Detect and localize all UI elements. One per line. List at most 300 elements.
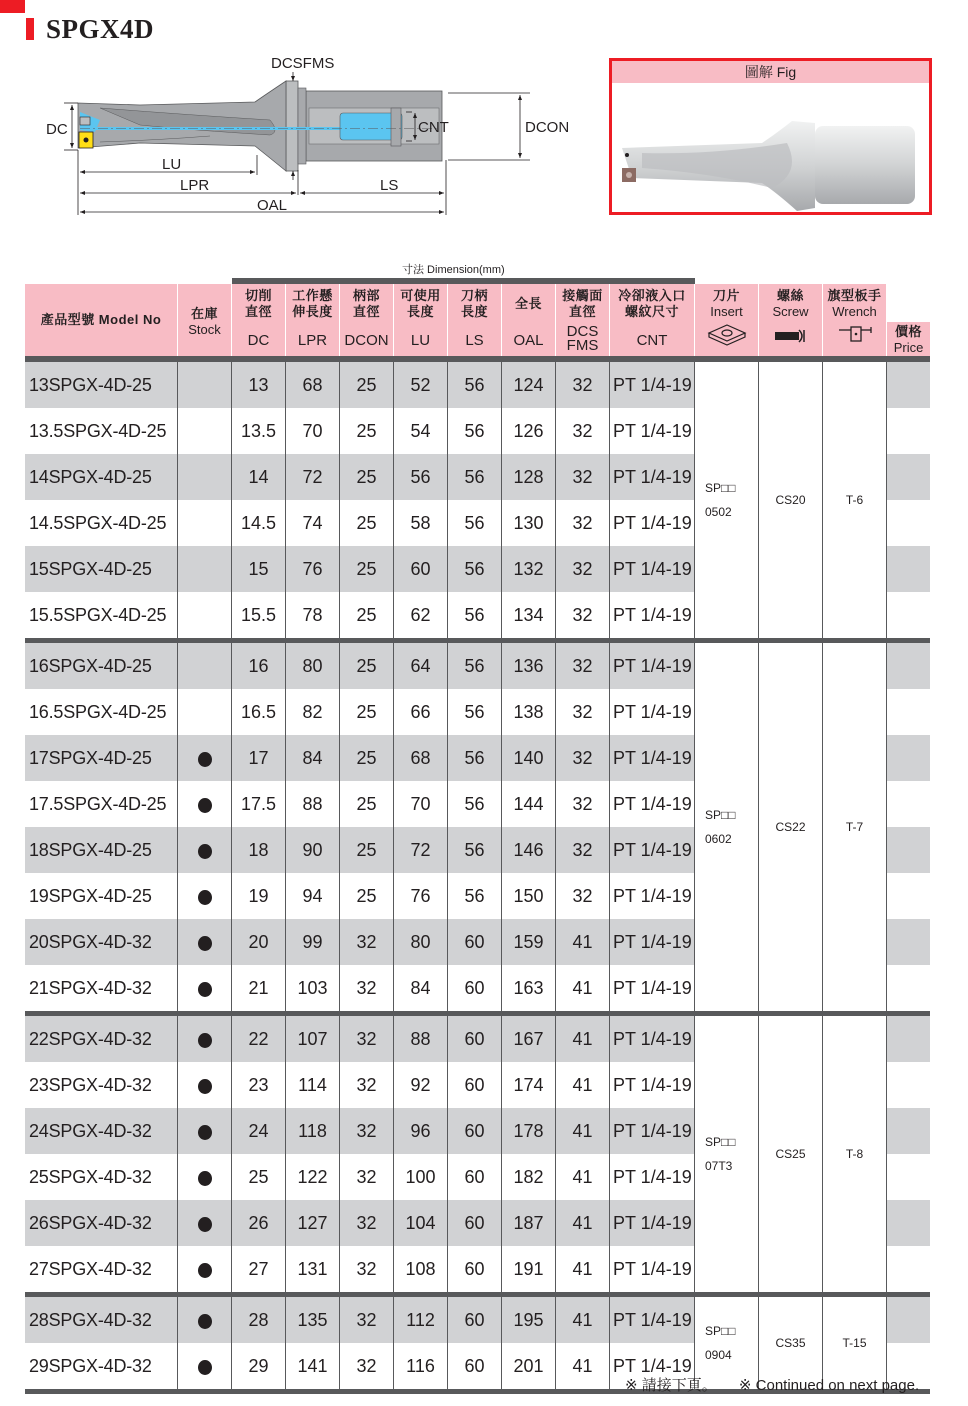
header-stock: 在庫 Stock	[178, 284, 232, 356]
cell-price	[887, 781, 930, 827]
cell-lpr: 131	[286, 1246, 340, 1292]
cell-price	[887, 546, 930, 592]
header-screw: 螺絲 Screw	[759, 284, 823, 356]
cell-price	[887, 362, 930, 408]
cell-lu: 80	[394, 919, 448, 965]
wrench-cell: T-8	[823, 1016, 887, 1292]
cell-dc: 14.5	[232, 500, 286, 546]
header-dcon: 柄部 直徑 DCON	[340, 284, 394, 356]
cell-dc: 16.5	[232, 689, 286, 735]
cell-lpr: 84	[286, 735, 340, 781]
wrench-cell: T-15	[823, 1297, 887, 1389]
header-oal: 全長 OAL	[502, 284, 556, 356]
cell-dc: 13.5	[232, 408, 286, 454]
cell-lpr: 88	[286, 781, 340, 827]
cell-stock	[178, 1108, 232, 1154]
in-stock-icon	[198, 798, 212, 813]
cell-ls: 56	[448, 500, 502, 546]
screw-cell: CS20	[759, 362, 823, 638]
cell-ls: 56	[448, 592, 502, 638]
cell-lu: 68	[394, 735, 448, 781]
cell-lpr: 103	[286, 965, 340, 1011]
cell-model: 13SPGX-4D-25	[25, 362, 178, 408]
cell-lu: 104	[394, 1200, 448, 1246]
header-ls: 刀柄 長度 LS	[448, 284, 502, 356]
label-oal: OAL	[257, 197, 288, 214]
cell-dcsfms: 41	[556, 1200, 610, 1246]
cell-price	[887, 919, 930, 965]
cell-ls: 60	[448, 1297, 502, 1343]
cell-lu: 116	[394, 1343, 448, 1389]
cell-lpr: 107	[286, 1016, 340, 1062]
cell-dcsfms: 41	[556, 1016, 610, 1062]
cell-cnt: PT 1/4-19	[610, 1062, 695, 1108]
cell-model: 15SPGX-4D-25	[25, 546, 178, 592]
cell-model: 23SPGX-4D-32	[25, 1062, 178, 1108]
cell-stock	[178, 592, 232, 638]
cell-lu: 70	[394, 781, 448, 827]
cell-dcon: 32	[340, 1108, 394, 1154]
wrench-cell: T-7	[823, 643, 887, 1011]
cell-lpr: 99	[286, 919, 340, 965]
in-stock-icon	[198, 1171, 212, 1186]
cell-dcon: 25	[340, 735, 394, 781]
cell-cnt: PT 1/4-19	[610, 1200, 695, 1246]
cell-oal: 140	[502, 735, 556, 781]
cell-lu: 54	[394, 408, 448, 454]
cell-stock	[178, 1246, 232, 1292]
cell-lpr: 68	[286, 362, 340, 408]
label-ls: LS	[380, 177, 399, 194]
cell-lpr: 80	[286, 643, 340, 689]
cell-dcon: 32	[340, 1200, 394, 1246]
insert-code: SP□□	[705, 481, 736, 495]
cell-cnt: PT 1/4-19	[610, 592, 695, 638]
cell-dc: 29	[232, 1343, 286, 1389]
cell-price	[887, 1200, 930, 1246]
cell-lu: 92	[394, 1062, 448, 1108]
cell-price	[887, 1297, 930, 1343]
cell-ls: 56	[448, 643, 502, 689]
cell-model: 16.5SPGX-4D-25	[25, 689, 178, 735]
cell-cnt: PT 1/4-19	[610, 1154, 695, 1200]
cell-stock	[178, 735, 232, 781]
footnote	[625, 1374, 937, 1395]
screw-cell: CS25	[759, 1016, 823, 1292]
cell-stock	[178, 454, 232, 500]
cell-stock	[178, 546, 232, 592]
cell-stock	[178, 362, 232, 408]
cell-price	[887, 1016, 930, 1062]
cell-dc: 22	[232, 1016, 286, 1062]
cell-dcsfms: 32	[556, 546, 610, 592]
cell-oal: 126	[502, 408, 556, 454]
cell-dc: 27	[232, 1246, 286, 1292]
cell-oal: 128	[502, 454, 556, 500]
cell-dc: 24	[232, 1108, 286, 1154]
cell-cnt: PT 1/4-19	[610, 781, 695, 827]
cell-ls: 56	[448, 454, 502, 500]
cell-oal: 124	[502, 362, 556, 408]
cell-dcon: 25	[340, 873, 394, 919]
cell-dcon: 32	[340, 965, 394, 1011]
cell-model: 18SPGX-4D-25	[25, 827, 178, 873]
cell-model: 22SPGX-4D-32	[25, 1016, 178, 1062]
cell-model: 29SPGX-4D-32	[25, 1343, 178, 1389]
cell-model: 14SPGX-4D-25	[25, 454, 178, 500]
cell-dcon: 32	[340, 1246, 394, 1292]
cell-price	[887, 1108, 930, 1154]
cell-model: 28SPGX-4D-32	[25, 1297, 178, 1343]
cell-price	[887, 965, 930, 1011]
cell-dcon: 25	[340, 643, 394, 689]
cell-lu: 52	[394, 362, 448, 408]
cell-dcsfms: 32	[556, 408, 610, 454]
cell-dcsfms: 41	[556, 1108, 610, 1154]
cell-cnt: PT 1/4-19	[610, 689, 695, 735]
header-dcsfms: 接觸面 直徑 DCS FMS	[556, 284, 610, 356]
cell-ls: 60	[448, 965, 502, 1011]
cell-ls: 56	[448, 873, 502, 919]
label-dcon: DCON	[525, 119, 570, 136]
page-title: SPGX4D	[46, 14, 155, 44]
header-lpr: 工作懸 伸長度 LPR	[286, 284, 340, 356]
insert-code: SP□□	[705, 1135, 736, 1149]
cell-lpr: 90	[286, 827, 340, 873]
cell-lpr: 127	[286, 1200, 340, 1246]
cell-ls: 60	[448, 1062, 502, 1108]
footnote-en: ※ Continued on next page.	[738, 1377, 920, 1394]
cell-dcsfms: 41	[556, 1297, 610, 1343]
cell-lu: 112	[394, 1297, 448, 1343]
cell-dc: 28	[232, 1297, 286, 1343]
cell-cnt: PT 1/4-19	[610, 643, 695, 689]
insert-code: SP□□	[705, 808, 736, 822]
cell-stock	[178, 1062, 232, 1108]
cell-lu: 108	[394, 1246, 448, 1292]
cell-stock	[178, 919, 232, 965]
header-cnt: 冷卻液入口 螺紋尺寸 CNT	[610, 284, 695, 356]
cell-stock	[178, 689, 232, 735]
cell-lpr: 118	[286, 1108, 340, 1154]
cell-model: 24SPGX-4D-32	[25, 1108, 178, 1154]
cell-lpr: 76	[286, 546, 340, 592]
cell-dcsfms: 32	[556, 873, 610, 919]
cell-dcon: 25	[340, 362, 394, 408]
cell-cnt: PT 1/4-19	[610, 408, 695, 454]
cell-dcsfms: 41	[556, 1246, 610, 1292]
cell-price	[887, 1246, 930, 1292]
cell-lu: 64	[394, 643, 448, 689]
cell-stock	[178, 873, 232, 919]
cell-model: 25SPGX-4D-32	[25, 1154, 178, 1200]
cell-cnt: PT 1/4-19	[610, 1246, 695, 1292]
cell-cnt: PT 1/4-19	[610, 827, 695, 873]
in-stock-icon	[198, 844, 212, 859]
cell-oal: 191	[502, 1246, 556, 1292]
cell-cnt: PT 1/4-19	[610, 1108, 695, 1154]
cell-ls: 56	[448, 408, 502, 454]
header-model: 產品型號 Model No	[25, 284, 178, 356]
cell-stock	[178, 500, 232, 546]
header-lu: 可使用 長度 LU	[394, 284, 448, 356]
cell-stock	[178, 1154, 232, 1200]
cell-oal: 195	[502, 1297, 556, 1343]
cell-model: 27SPGX-4D-32	[25, 1246, 178, 1292]
in-stock-icon	[198, 890, 212, 905]
screw-cell: CS35	[759, 1297, 823, 1389]
cell-lpr: 70	[286, 408, 340, 454]
cell-dc: 26	[232, 1200, 286, 1246]
in-stock-icon	[198, 1314, 212, 1329]
cell-dcsfms: 41	[556, 1062, 610, 1108]
cell-dcon: 25	[340, 454, 394, 500]
cell-dcsfms: 41	[556, 1154, 610, 1200]
cell-dcon: 32	[340, 1297, 394, 1343]
cell-oal: 159	[502, 919, 556, 965]
cell-model: 14.5SPGX-4D-25	[25, 500, 178, 546]
cell-dcon: 25	[340, 781, 394, 827]
insert-cell	[695, 362, 759, 638]
cell-lu: 60	[394, 546, 448, 592]
cell-cnt: PT 1/4-19	[610, 1016, 695, 1062]
cell-price	[887, 500, 930, 546]
cell-lpr: 72	[286, 454, 340, 500]
cell-lu: 96	[394, 1108, 448, 1154]
cell-cnt: PT 1/4-19	[610, 1297, 695, 1343]
cell-stock	[178, 827, 232, 873]
label-dc: DC	[46, 121, 68, 138]
cell-dc: 19	[232, 873, 286, 919]
header-insert: 刀片 Insert	[695, 284, 759, 356]
cell-ls: 60	[448, 1246, 502, 1292]
cell-lu: 88	[394, 1016, 448, 1062]
in-stock-icon	[198, 1263, 212, 1278]
cell-cnt: PT 1/4-19	[610, 873, 695, 919]
cell-model: 20SPGX-4D-32	[25, 919, 178, 965]
in-stock-icon	[198, 1033, 212, 1048]
cell-dcon: 25	[340, 500, 394, 546]
cell-lpr: 141	[286, 1343, 340, 1389]
cell-model: 26SPGX-4D-32	[25, 1200, 178, 1246]
cell-dcon: 32	[340, 1062, 394, 1108]
cell-cnt: PT 1/4-19	[610, 362, 695, 408]
cell-dcon: 25	[340, 408, 394, 454]
insert-cell	[695, 1016, 759, 1292]
cell-cnt: PT 1/4-19	[610, 735, 695, 781]
cell-price	[887, 827, 930, 873]
cell-dc: 18	[232, 827, 286, 873]
label-dcsfms: DCSFMS	[271, 55, 335, 72]
cell-lu: 72	[394, 827, 448, 873]
cell-dcon: 25	[340, 689, 394, 735]
header-dc: 切削 直徑 DC	[232, 284, 286, 356]
cell-price	[887, 408, 930, 454]
insert-cell	[695, 643, 759, 1011]
cell-dcsfms: 32	[556, 362, 610, 408]
screw-icon	[771, 328, 811, 344]
cell-oal: 132	[502, 546, 556, 592]
cell-lpr: 74	[286, 500, 340, 546]
cell-oal: 134	[502, 592, 556, 638]
cell-ls: 56	[448, 735, 502, 781]
cell-lu: 56	[394, 454, 448, 500]
cell-dcsfms: 41	[556, 919, 610, 965]
cell-ls: 60	[448, 1108, 502, 1154]
cell-lpr: 135	[286, 1297, 340, 1343]
cell-ls: 56	[448, 827, 502, 873]
cell-price	[887, 643, 930, 689]
cell-oal: 182	[502, 1154, 556, 1200]
insert-size: 07T3	[705, 1159, 733, 1173]
cell-dcsfms: 41	[556, 1343, 610, 1389]
cell-price	[887, 1154, 930, 1200]
cell-oal: 144	[502, 781, 556, 827]
cell-ls: 60	[448, 1200, 502, 1246]
cell-dcsfms: 32	[556, 592, 610, 638]
cell-cnt: PT 1/4-19	[610, 965, 695, 1011]
in-stock-icon	[198, 752, 212, 767]
cell-dc: 17	[232, 735, 286, 781]
cell-model: 21SPGX-4D-32	[25, 965, 178, 1011]
cell-price	[887, 735, 930, 781]
cell-cnt: PT 1/4-19	[610, 454, 695, 500]
cell-dcon: 25	[340, 546, 394, 592]
cell-dc: 13	[232, 362, 286, 408]
cell-dcon: 32	[340, 919, 394, 965]
wrench-icon	[835, 324, 875, 346]
header-price: 價格 Price	[887, 322, 930, 356]
cell-dcsfms: 32	[556, 827, 610, 873]
cell-oal: 201	[502, 1343, 556, 1389]
cell-dcon: 32	[340, 1154, 394, 1200]
header-wrench: 旗型板手 Wrench	[823, 284, 887, 356]
cell-dcsfms: 32	[556, 735, 610, 781]
cell-cnt: PT 1/4-19	[610, 919, 695, 965]
tool-dimension-diagram	[40, 50, 590, 220]
cell-cnt: PT 1/4-19	[610, 500, 695, 546]
cell-price	[887, 454, 930, 500]
cell-dcsfms: 32	[556, 689, 610, 735]
cell-ls: 56	[448, 362, 502, 408]
wrench-cell: T-6	[823, 362, 887, 638]
cell-dc: 14	[232, 454, 286, 500]
cell-ls: 56	[448, 781, 502, 827]
cell-cnt: PT 1/4-19	[610, 1343, 695, 1389]
title-accent-bar	[26, 18, 34, 40]
figure-header: 圖解 Fig	[612, 61, 929, 83]
cell-ls: 60	[448, 919, 502, 965]
cell-price	[887, 689, 930, 735]
cell-model: 16SPGX-4D-25	[25, 643, 178, 689]
cell-lu: 84	[394, 965, 448, 1011]
cell-oal: 174	[502, 1062, 556, 1108]
cell-dcsfms: 32	[556, 454, 610, 500]
cell-ls: 56	[448, 689, 502, 735]
cell-dcsfms: 41	[556, 965, 610, 1011]
cell-lu: 76	[394, 873, 448, 919]
footnote-zh: ※ 請接下頁。	[625, 1377, 717, 1394]
drill-photo	[612, 83, 929, 212]
cell-lu: 58	[394, 500, 448, 546]
cell-ls: 60	[448, 1343, 502, 1389]
cell-dcsfms: 32	[556, 781, 610, 827]
cell-stock	[178, 781, 232, 827]
cell-model: 13.5SPGX-4D-25	[25, 408, 178, 454]
cell-oal: 130	[502, 500, 556, 546]
cell-dcsfms: 32	[556, 643, 610, 689]
cell-dc: 25	[232, 1154, 286, 1200]
cell-lu: 66	[394, 689, 448, 735]
cell-model: 19SPGX-4D-25	[25, 873, 178, 919]
cell-stock	[178, 1343, 232, 1389]
cell-oal: 146	[502, 827, 556, 873]
cell-dc: 16	[232, 643, 286, 689]
label-lpr: LPR	[180, 177, 210, 194]
cell-price	[887, 592, 930, 638]
label-cnt: CNT	[418, 119, 449, 136]
dimension-caption: 寸法 Dimension(mm)	[402, 264, 505, 276]
cell-model: 17.5SPGX-4D-25	[25, 781, 178, 827]
cell-oal: 163	[502, 965, 556, 1011]
cell-dc: 17.5	[232, 781, 286, 827]
cell-dcon: 25	[340, 592, 394, 638]
figure-panel	[609, 58, 932, 215]
cell-oal: 167	[502, 1016, 556, 1062]
insert-size: 0502	[705, 505, 732, 519]
cell-stock	[178, 1016, 232, 1062]
cell-lpr: 114	[286, 1062, 340, 1108]
cell-dcon: 32	[340, 1343, 394, 1389]
cell-oal: 187	[502, 1200, 556, 1246]
cell-dc: 15.5	[232, 592, 286, 638]
cell-lpr: 78	[286, 592, 340, 638]
cell-price	[887, 1062, 930, 1108]
cell-stock	[178, 643, 232, 689]
screw-cell: CS22	[759, 643, 823, 1011]
cell-dc: 21	[232, 965, 286, 1011]
in-stock-icon	[198, 1360, 212, 1375]
insert-icon	[705, 323, 749, 347]
cell-dcsfms: 32	[556, 500, 610, 546]
cell-lpr: 82	[286, 689, 340, 735]
cell-dc: 23	[232, 1062, 286, 1108]
cell-stock	[178, 1200, 232, 1246]
insert-size: 0904	[705, 1348, 732, 1362]
label-lu: LU	[162, 156, 182, 173]
cell-lpr: 122	[286, 1154, 340, 1200]
cell-oal: 136	[502, 643, 556, 689]
cell-dc: 15	[232, 546, 286, 592]
cell-stock	[178, 408, 232, 454]
corner-accent	[0, 0, 25, 13]
cell-lu: 100	[394, 1154, 448, 1200]
cell-oal: 150	[502, 873, 556, 919]
in-stock-icon	[198, 1217, 212, 1232]
cell-dcon: 25	[340, 827, 394, 873]
cell-dc: 20	[232, 919, 286, 965]
insert-code: SP□□	[705, 1324, 736, 1338]
cell-model: 17SPGX-4D-25	[25, 735, 178, 781]
cell-oal: 178	[502, 1108, 556, 1154]
cell-oal: 138	[502, 689, 556, 735]
cell-price	[887, 873, 930, 919]
insert-size: 0602	[705, 832, 732, 846]
cell-ls: 60	[448, 1016, 502, 1062]
cell-cnt: PT 1/4-19	[610, 546, 695, 592]
cell-stock	[178, 1297, 232, 1343]
cell-lpr: 94	[286, 873, 340, 919]
